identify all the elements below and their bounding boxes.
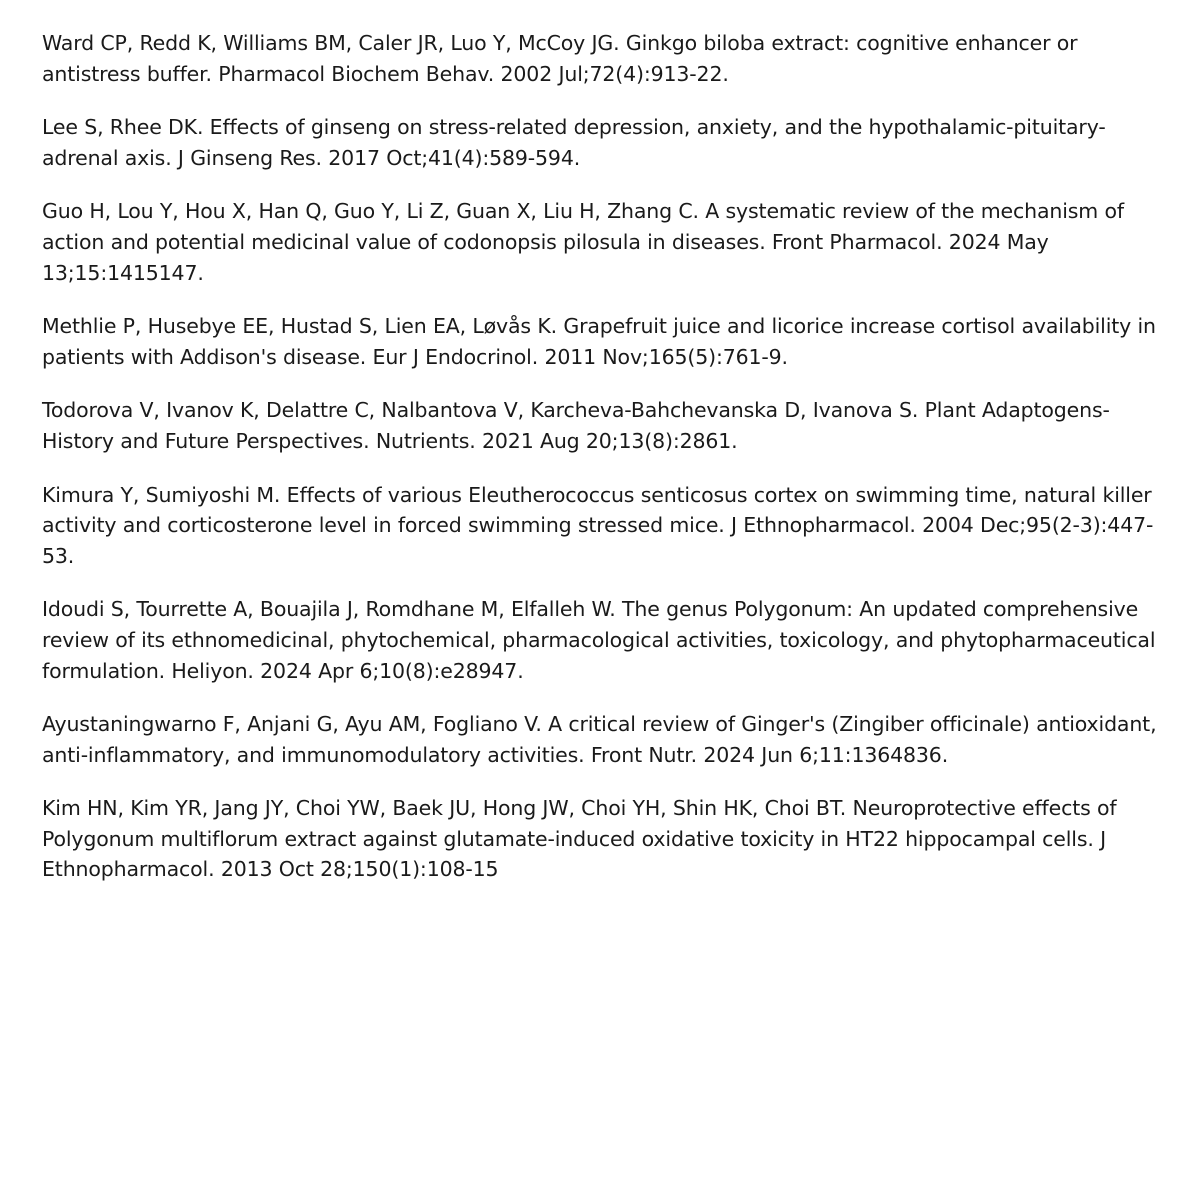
reference-item: Todorova V, Ivanov K, Delattre C, Nalbantova V, Karcheva-Bahchevanska D, Ivanova S. Plant Adaptogens-History and Future Perspectives. Nutrients. 2021 Aug 20;13(8):2861.	[42, 398, 1110, 453]
reference-item: Methlie P, Husebye EE, Hustad S, Lien EA, Løvås K. Grapefruit juice and licorice increase cortisol availability in patients with Addison's disease. Eur J Endocrinol. 2011 Nov;165(5):761-9.	[42, 314, 1156, 369]
reference-list	[42, 28, 1162, 908]
reference-item: Guo H, Lou Y, Hou X, Han Q, Guo Y, Li Z, Guan X, Liu H, Zhang C. A systematic review of the mechanism of action and potential medicinal value of codonopsis pilosula in diseases. Front Pharmacol. 2024 May 13;15:1415147.	[42, 199, 1124, 285]
reference-item: Kim HN, Kim YR, Jang JY, Choi YW, Baek JU, Hong JW, Choi YH, Shin HK, Choi BT. Neuroprotective effects of Polygonum multiflorum extract against glutamate-induced oxidative toxicity in HT22 hippocampal cells. J Ethnopharmacol. 2013 Oct 28;150(1):108-15	[42, 796, 1117, 882]
reference-item: Idoudi S, Tourrette A, Bouajila J, Romdhane M, Elfalleh W. The genus Polygonum: An updated comprehensive review of its ethnomedicinal, phytochemical, pharmacological activities, toxicology, and phytopharmaceutical formulation. Heliyon. 2024 Apr 6;10(8):e28947.	[42, 597, 1156, 683]
reference-item: Ayustaningwarno F, Anjani G, Ayu AM, Fogliano V. A critical review of Ginger's (Zingiber officinale) antioxidant, anti-inflammatory, and immunomodulatory activities. Front Nutr. 2024 Jun 6;11:1364836.	[42, 712, 1157, 767]
reference-item: Lee S, Rhee DK. Effects of ginseng on stress-related depression, anxiety, and the hypothalamic-pituitary-adrenal axis. J Ginseng Res. 2017 Oct;41(4):589-594.	[42, 115, 1106, 170]
reference-item: Kimura Y, Sumiyoshi M. Effects of various Eleutherococcus senticosus cortex on swimming time, natural killer activity and corticosterone level in forced swimming stressed mice. J Ethnopharmacol. 2004 Dec;95(2-3):447-53.	[42, 482, 1154, 568]
reference-item: Ward CP, Redd K, Williams BM, Caler JR, Luo Y, McCoy JG. Ginkgo biloba extract: cognitive enhancer or antistress buffer. Pharmacol Biochem Behav. 2002 Jul;72(4):913-22.	[42, 31, 1078, 86]
